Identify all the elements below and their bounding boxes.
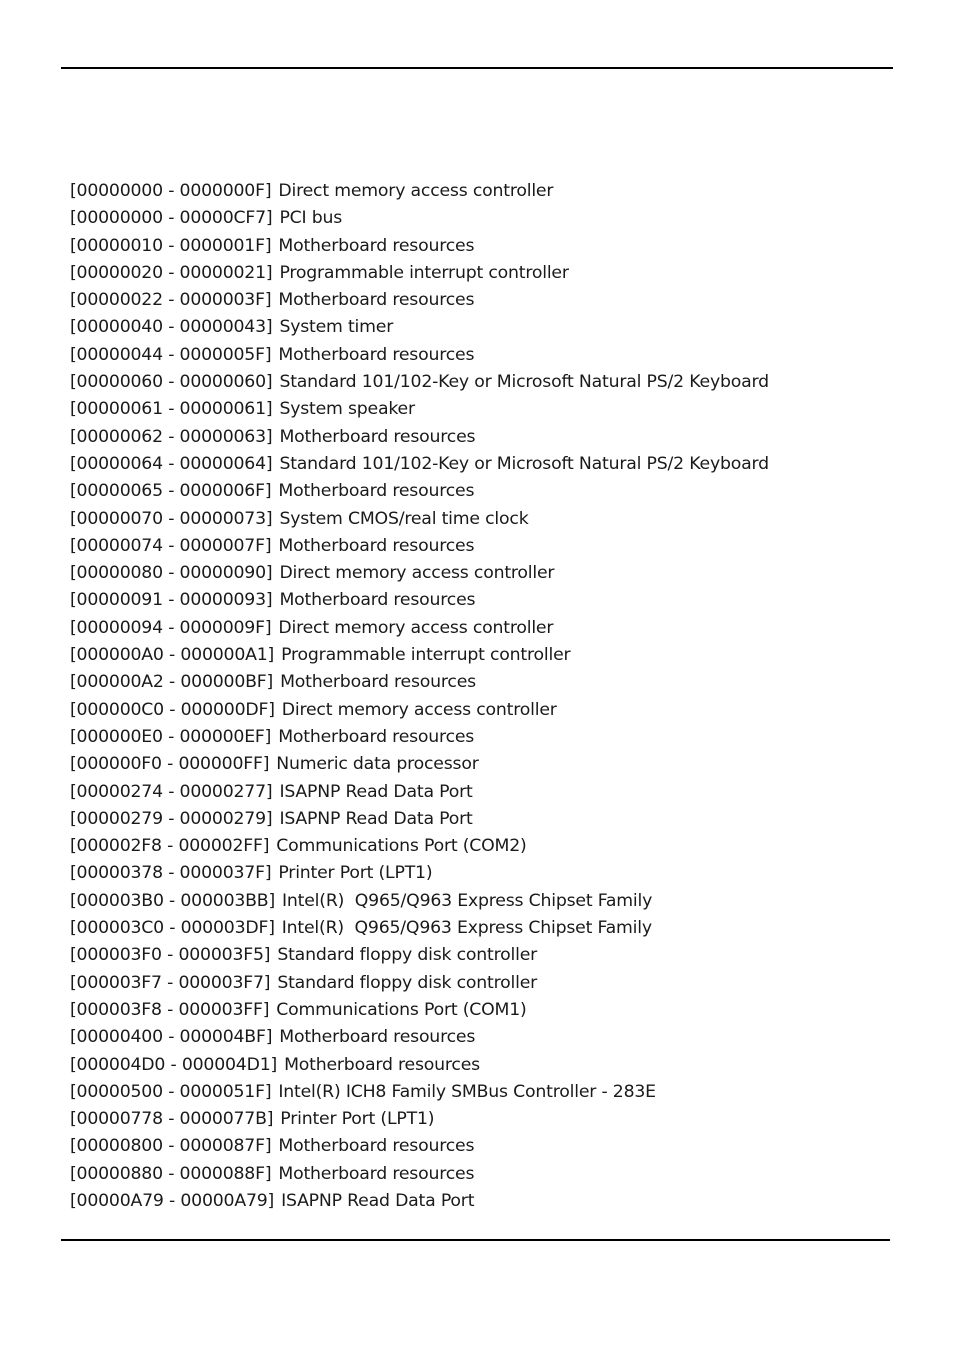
list-item [70,178,769,205]
list-item [70,478,769,505]
io-range-device: Motherboard resources [280,672,476,693]
io-range-device: Motherboard resources [284,1054,480,1075]
io-range-address: [00000880 - 0000088F] [70,1163,272,1184]
list-item [70,1052,769,1079]
list-item [70,424,769,451]
list-item [70,451,769,478]
io-range-address: [000003F7 - 000003F7] [70,972,271,993]
list-item [70,1188,769,1215]
list-item [70,342,769,369]
io-range-device: Programmable interrupt controller [281,645,571,666]
io-range-address: [00000778 - 0000077B] [70,1109,274,1130]
io-range-device: Printer Port (LPT1) [280,1109,435,1130]
list-item [70,260,769,287]
io-range-device: Printer Port (LPT1) [278,863,433,884]
io-range-address: [000003F0 - 000003F5] [70,945,271,966]
io-range-device: Motherboard resources [279,426,476,447]
io-range-address: [00000000 - 0000000F] [70,181,272,201]
io-range-address: [00000040 - 00000043] [70,317,273,338]
footer-rule [61,1239,890,1241]
io-range-address: [00000061 - 00000061] [70,399,273,420]
list-item [70,642,769,669]
io-range-device: Standard 101/102-Key or Microsoft Natural PS/2 Keyboard [279,372,769,393]
io-range-device: Motherboard resources [278,481,475,502]
io-range-address: [00000062 - 00000063] [70,426,273,447]
io-range-device: Standard floppy disk controller [277,945,538,966]
io-range-device: Standard 101/102-Key or Microsoft Natural PS/2 Keyboard [279,453,769,474]
list-item [70,915,769,942]
io-range-device: Standard floppy disk controller [277,972,538,993]
io-range-device: Direct memory access controller [278,181,554,201]
list-item [70,997,769,1024]
io-range-device: Communications Port (COM2) [276,836,527,857]
io-range-address: [00000070 - 00000073] [70,508,273,529]
header-rule [61,67,893,69]
io-range-device: Direct memory access controller [278,617,554,638]
io-range-address: [00000022 - 0000003F] [70,290,272,311]
list-item [70,833,769,860]
io-range-address: [00000064 - 00000064] [70,453,273,474]
list-item [70,669,769,696]
io-range-device: System speaker [279,399,415,420]
io-range-device: Motherboard resources [278,1163,475,1184]
list-item [70,205,769,232]
io-range-address: [00000500 - 0000051F] [70,1081,272,1102]
io-range-list [70,178,769,1215]
io-range-address: [00000800 - 0000087F] [70,1136,272,1157]
list-item [70,779,769,806]
io-range-address: [00000000 - 00000CF7] [70,208,273,229]
io-range-device: Motherboard resources [278,726,475,747]
io-range-address: [00000074 - 0000007F] [70,535,272,556]
io-range-address: [00000274 - 00000277] [70,781,273,802]
io-range-address: [00000065 - 0000006F] [70,481,272,502]
io-range-device: ISAPNP Read Data Port [279,808,473,829]
list-item [70,314,769,341]
list-item [70,970,769,997]
io-range-device: ISAPNP Read Data Port [279,781,473,802]
io-range-device: Numeric data processor [276,754,479,775]
list-item [70,560,769,587]
list-item [70,1106,769,1133]
io-range-address: [000004D0 - 000004D1] [70,1054,278,1075]
io-range-device: PCI bus [279,208,343,229]
io-range-address: [000003B0 - 000003BB] [70,890,276,911]
list-item [70,1161,769,1188]
list-item [70,587,769,614]
list-item [70,615,769,642]
io-range-address: [00000044 - 0000005F] [70,344,272,365]
io-range-address: [00000094 - 0000009F] [70,617,272,638]
list-item [70,806,769,833]
io-range-device: System CMOS/real time clock [279,508,529,529]
io-range-address: [00000091 - 00000093] [70,590,273,611]
io-range-address: [00000080 - 00000090] [70,563,273,584]
io-range-address: [000000A0 - 000000A1] [70,645,275,666]
io-range-address: [000000E0 - 000000EF] [70,726,272,747]
list-item [70,1024,769,1051]
io-range-device: Direct memory access controller [281,699,557,720]
io-range-device: ISAPNP Read Data Port [281,1190,475,1211]
list-item [70,369,769,396]
io-range-address: [00000010 - 0000001F] [70,235,272,256]
list-item [70,942,769,969]
list-item [70,506,769,533]
io-range-address: [00000400 - 000004BF] [70,1027,273,1048]
list-item [70,396,769,423]
io-range-address: [000000F0 - 000000FF] [70,754,270,775]
io-range-address: [000003C0 - 000003DF] [70,918,275,939]
io-range-device: Motherboard resources [278,235,475,256]
io-range-device: Motherboard resources [279,1027,476,1048]
list-item [70,233,769,260]
io-range-device: Motherboard resources [278,535,475,556]
list-item [70,724,769,751]
io-range-device: Intel(R) Q965/Q963 Express Chipset Family [281,918,652,939]
io-range-address: [00000A79 - 00000A79] [70,1190,275,1211]
io-range-device: System timer [279,317,394,338]
list-item [70,751,769,778]
list-item [70,1079,769,1106]
io-range-device: Direct memory access controller [279,563,555,584]
io-range-address: [00000020 - 00000021] [70,262,273,283]
list-item [70,860,769,887]
io-range-device: Communications Port (COM1) [276,999,527,1020]
list-item [70,1133,769,1160]
io-range-address: [00000060 - 00000060] [70,372,273,393]
io-range-address: [000000A2 - 000000BF] [70,672,274,693]
io-range-address: [000002F8 - 000002FF] [70,836,270,857]
io-range-device: Motherboard resources [278,1136,475,1157]
io-range-address: [000000C0 - 000000DF] [70,699,275,720]
io-range-device: Motherboard resources [278,344,475,365]
io-range-address: [00000279 - 00000279] [70,808,273,829]
io-range-address: [00000378 - 0000037F] [70,863,272,884]
list-item [70,287,769,314]
io-range-device: Intel(R) Q965/Q963 Express Chipset Family [282,890,653,911]
io-range-address: [000003F8 - 000003FF] [70,999,270,1020]
io-range-device: Programmable interrupt controller [279,262,569,283]
list-item [70,697,769,724]
io-range-device: Motherboard resources [279,590,476,611]
io-range-device: Motherboard resources [278,290,475,311]
list-item [70,888,769,915]
list-item [70,533,769,560]
io-range-device: Intel(R) ICH8 Family SMBus Controller - 283E [278,1081,656,1102]
